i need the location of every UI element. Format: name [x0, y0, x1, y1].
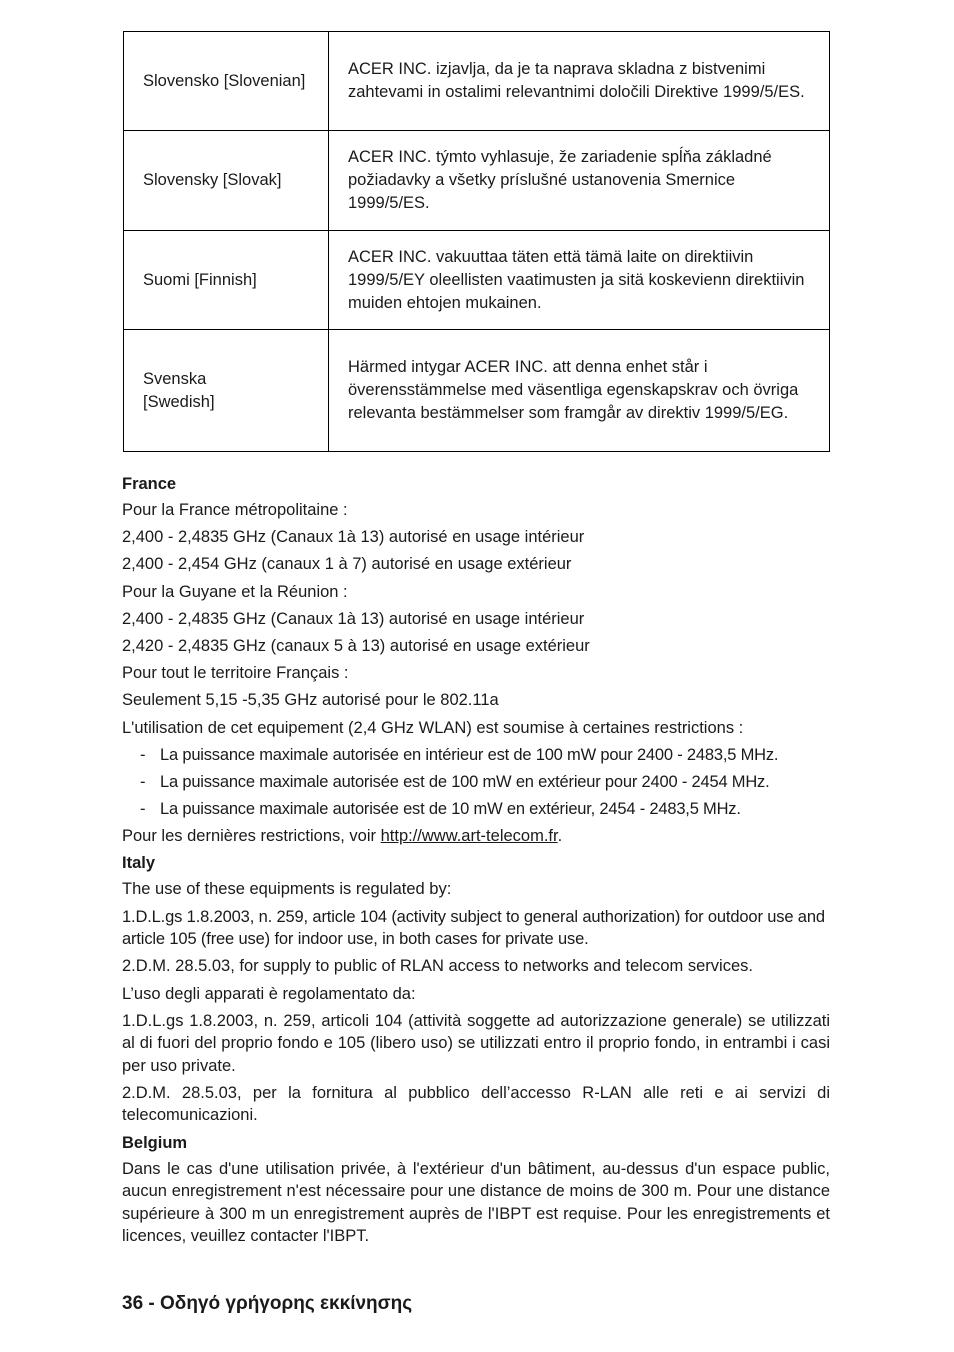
restrictions-list [122, 739, 830, 821]
page-content [122, 31, 830, 1248]
declaration-cell: Härmed intygar ACER INC. att denna enhet står i överensstämmelse med väsentliga egenskapskrav och övriga relevanta bestämmelser som framgår av direktiv 1999/5/EG. [329, 330, 830, 452]
bullet-text: La puissance maximale autorisée est de 10 mW en extérieur, 2454 - 2483,5 MHz. [160, 800, 741, 819]
art-telecom-link[interactable]: http://www.art-telecom.fr [380, 827, 558, 846]
table-row [124, 330, 830, 452]
declarations-table [123, 31, 830, 452]
dash-icon: - [140, 745, 146, 764]
italy-intro: The use of these equipments is regulated by: [122, 880, 452, 899]
list-item [122, 766, 830, 793]
dash-icon: - [140, 800, 146, 819]
belgium-text: Dans le cas d'une utilisation privée, à l'extérieur d'un bâtiment, au-dessus d'un espace public, aucun enregistrement n'est nécessaire pour une distance de moins de 300 m. Pour une distance supérieure à 300 m un enregistrement auprès de l'IBPT est requise. Pour les enregistrements et licences, veuillez contacter l'IBPT. [122, 1159, 830, 1246]
language-cell: Suomi [Finnish] [124, 231, 329, 330]
italy-heading: Italy [122, 854, 156, 873]
france-line: 2,400 - 2,4835 GHz (Canaux 1à 13) autorisé en usage intérieur [122, 528, 585, 547]
france-section [122, 452, 830, 848]
declaration-cell: ACER INC. vakuuttaa täten että tämä laite on direktiivin 1999/5/EY oleellisten vaatimusten ja sitä koskevienn direktiivin muiden ehtojen mukainen. [329, 231, 830, 330]
france-line: 2,420 - 2,4835 GHz (canaux 5 à 13) autorisé en usage extérieur [122, 636, 590, 655]
latest-prefix: Pour les dernières restrictions, voir [122, 827, 377, 846]
france-line: Pour la France métropolitaine : [122, 501, 348, 519]
table-row [124, 32, 830, 131]
italy-section [122, 848, 830, 1127]
declaration-cell: ACER INC. izjavlja, da je ta naprava skladna z bistvenimi zahtevami in ostalimi relevantnimi določili Direktive 1999/5/ES. [329, 32, 830, 131]
france-line: L'utilisation de cet equipement (2,4 GHz WLAN) est soumise à certaines restrictions : [122, 718, 744, 737]
language-cell: Slovensko [Slovenian] [124, 32, 329, 131]
italy-item-2-it: 2.D.M. 28.5.03, per la fornitura al pubblico dell’accesso R-LAN alle reti e ai servizi di telecomunicazioni. [122, 1083, 830, 1125]
belgium-section [122, 1127, 830, 1248]
table-row [124, 131, 830, 231]
language-cell: Slovensky [Slovak] [124, 131, 329, 231]
france-line: 2,400 - 2,454 GHz (canaux 1 à 7) autorisé en usage extérieur [122, 555, 572, 574]
latest-suffix: . [557, 827, 563, 846]
italy-item-2: 2.D.M. 28.5.03, for supply to public of RLAN access to networks and telecom services. [122, 957, 753, 976]
bullet-text: La puissance maximale autorisée est de 100 mW en extérieur pour 2400 - 2454 MHz. [160, 772, 770, 791]
dash-icon: - [140, 772, 146, 791]
language-cell: Svenska [Swedish] [124, 330, 329, 452]
france-line: Pour la Guyane et la Réunion : [122, 582, 348, 601]
bullet-text: La puissance maximale autorisée en intérieur est de 100 mW pour 2400 - 2483,5 MHz. [160, 745, 779, 764]
france-latest [122, 821, 830, 848]
italy-item-1: 1.D.L.gs 1.8.2003, n. 259, article 104 (activity subject to general authorization) for outdoor use and article 105 (free use) for indoor use, in both cases for private use. [122, 907, 825, 949]
france-heading: France [122, 475, 177, 493]
page-footer: 36 - Οδηγό γρήγορης εκκίνησης [122, 1293, 413, 1314]
italy-item-1-it: 1.D.L.gs 1.8.2003, n. 259, articoli 104 (attività soggette ad autorizzazione generale) se utilizzati al di fuori del proprio fondo e 105 (libero uso) se utilizzati entro il proprio fondo, in entrambi i casi per uso private. [122, 1011, 830, 1075]
france-line: Pour tout le territoire Français : [122, 664, 349, 683]
belgium-heading: Belgium [122, 1133, 188, 1152]
table-row [124, 231, 830, 330]
declaration-cell: ACER INC. týmto vyhlasuje, že zariadenie spĺňa základné požiadavky a všetky príslušné ustanovenia Smernice 1999/5/ES. [329, 131, 830, 231]
france-line: 2,400 - 2,4835 GHz (Canaux 1à 13) autorisé en usage intérieur [122, 609, 585, 628]
italy-intro-it: L’uso degli apparati è regolamentato da: [122, 984, 416, 1003]
france-line: Seulement 5,15 -5,35 GHz autorisé pour le 802.11a [122, 691, 499, 710]
list-item [122, 739, 830, 766]
list-item [122, 793, 830, 820]
